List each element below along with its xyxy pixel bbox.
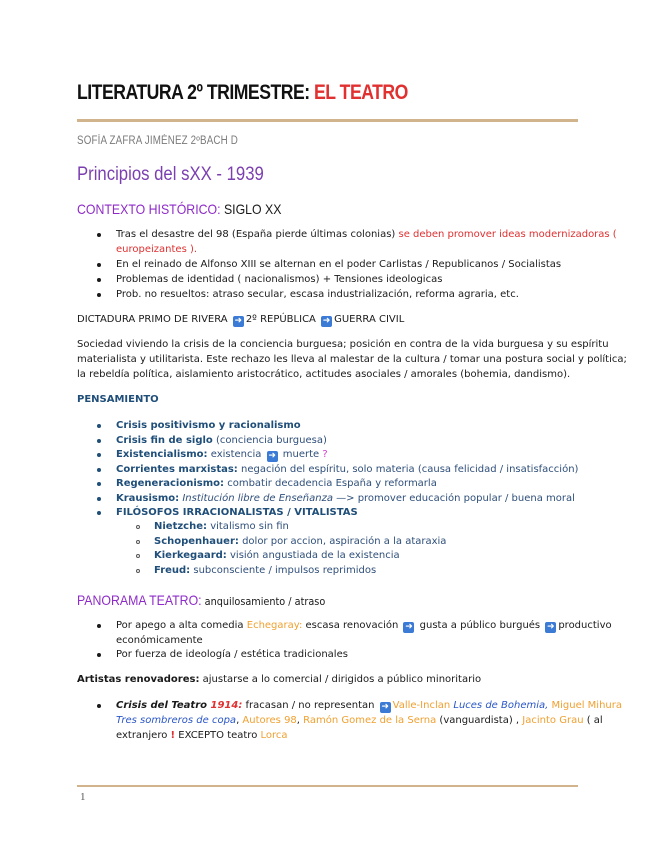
bullet-dot bbox=[97, 453, 101, 457]
text: negación del espíritu, solo materia (causa felicidad / insatisfacción) bbox=[237, 464, 579, 475]
text-orange: Lorca bbox=[260, 730, 288, 741]
text: extranjero bbox=[116, 730, 171, 741]
text-bold: Corrientes marxistas: bbox=[116, 464, 238, 475]
text-bold: Freud: bbox=[154, 565, 191, 576]
text-orange: Echegaray: bbox=[246, 620, 303, 631]
arrow-icon: ➜ bbox=[547, 622, 555, 632]
pensamiento-heading: PENSAMIENTO bbox=[77, 394, 159, 405]
text-bold: Krausismo: bbox=[116, 493, 180, 504]
text-bold: Kierkegaard: bbox=[154, 550, 227, 561]
text: vitalismo sin fin bbox=[207, 521, 289, 532]
text: , bbox=[296, 715, 304, 726]
arrow-icon: ➜ bbox=[268, 451, 276, 461]
text-bold: Schopenhauer: bbox=[154, 536, 239, 547]
bullet-dot bbox=[97, 624, 101, 628]
text-bold: Existencialismo: bbox=[116, 449, 208, 460]
panorama-heading bbox=[77, 592, 325, 608]
artistas-bullet-line-3 bbox=[116, 728, 288, 743]
text-orange: Valle-Inclan bbox=[392, 700, 454, 711]
panorama-value: anquilosamiento / atraso bbox=[201, 595, 326, 608]
philosopher-1 bbox=[154, 519, 289, 534]
bullet-dot bbox=[97, 424, 101, 428]
panorama-bullet-1-cont: económicamente bbox=[116, 635, 203, 646]
sub-bullet bbox=[136, 554, 140, 558]
text: , bbox=[236, 715, 243, 726]
arrow-icon: ➜ bbox=[381, 702, 389, 712]
context-bullet-3: Problemas de identidad ( nacionalismos) + Tensiones ideologicas bbox=[116, 274, 443, 285]
sub-bullet bbox=[136, 569, 140, 573]
pensamiento-item-5 bbox=[116, 476, 437, 491]
context-heading bbox=[77, 201, 281, 217]
section-heading: Principios del sXX - 1939 bbox=[77, 164, 264, 185]
bullet-dot bbox=[97, 293, 101, 297]
context-bullet-4: Prob. no resueltos: atraso secular, escasa industrialización, reforma agraria, etc. bbox=[116, 289, 519, 300]
pensamiento-item-2 bbox=[116, 433, 327, 448]
timeline-a: DICTADURA PRIMO DE RIVERA bbox=[77, 314, 231, 325]
pensamiento-item-6 bbox=[116, 491, 575, 506]
paragraph-line-1: Sociedad viviendo la crisis de la conciencia burguesa; posición en contra de la vida burguesa y su espíritu bbox=[77, 339, 609, 350]
text: Por apego a alta comedia bbox=[116, 620, 247, 631]
author-line: SOFÍA ZAFRA JIMÉNEZ 2ºBACH D bbox=[77, 135, 238, 147]
text-orange: Autores 98 bbox=[242, 715, 297, 726]
text: existencia bbox=[207, 449, 265, 460]
text: gusta a público burgués bbox=[416, 620, 544, 631]
timeline-b: 2º REPÚBLICA bbox=[245, 314, 320, 325]
text-bold: Artistas renovadores: bbox=[77, 674, 200, 685]
text: dolor por accion, aspiración a la ataraxia bbox=[238, 536, 447, 547]
bullet-dot bbox=[97, 653, 101, 657]
text: muerte bbox=[279, 449, 323, 460]
bullet-dot bbox=[97, 468, 101, 472]
title-accent: EL TEATRO bbox=[314, 80, 408, 104]
bullet-dot bbox=[97, 482, 101, 486]
text-bold: Regeneracionismo: bbox=[116, 478, 225, 489]
text: —> promover educación popular / buena moral bbox=[332, 493, 575, 504]
bullet-dot bbox=[97, 263, 101, 267]
bullet-dot bbox=[97, 278, 101, 282]
text: combatir decadencia España y reformarla bbox=[224, 478, 437, 489]
text: visión angustiada de la existencia bbox=[226, 550, 400, 561]
arrow-icon: ➜ bbox=[322, 316, 331, 326]
philosopher-2 bbox=[154, 534, 446, 549]
bullet-dot bbox=[97, 233, 101, 237]
philosopher-3 bbox=[154, 548, 400, 563]
page-number: 1 bbox=[80, 791, 86, 803]
context-label: CONTEXTO HISTÓRICO: bbox=[77, 201, 221, 217]
footer-rule bbox=[77, 785, 578, 787]
exclamation-icon: ! bbox=[170, 730, 176, 741]
text: EXCEPTO teatro bbox=[175, 730, 261, 741]
text: ( al bbox=[583, 715, 603, 726]
timeline-c: GUERRA CIVIL bbox=[334, 314, 405, 325]
bullet-dot bbox=[97, 511, 101, 515]
panorama-label: PANORAMA TEATRO: bbox=[77, 592, 202, 608]
paragraph-line-3: la rebeldía política, aislamiento aristocrático, actitudes asociales / amorales (bohemia, dandismo). bbox=[77, 369, 571, 380]
text: (conciencia burguesa) bbox=[212, 435, 327, 446]
pensamiento-item-4 bbox=[116, 462, 578, 477]
text-red: 1914: bbox=[210, 700, 243, 711]
artistas-bullet-line-1 bbox=[116, 698, 622, 713]
text-red: se deben promover ideas modernizadoras ( bbox=[398, 229, 617, 240]
pensamiento-item-1: Crisis positivismo y racionalismo bbox=[116, 420, 301, 431]
arrow-icon: ➜ bbox=[234, 316, 243, 326]
text: ajustarse a lo comercial / dirigidos a público minoritario bbox=[199, 674, 482, 685]
question-mark: ? bbox=[322, 449, 328, 460]
text: Tras el desastre del 98 (España pierde últimas colonias) bbox=[116, 229, 399, 240]
context-bullet-2: En el reinado de Alfonso XIII se alternan en el poder Carlistas / Republicanos / Socialistas bbox=[116, 259, 562, 270]
context-bullet-1 bbox=[116, 227, 617, 242]
page-title bbox=[77, 80, 408, 105]
text: subconsciente / impulsos reprimidos bbox=[190, 565, 377, 576]
context-bullet-1-cont: europeizantes ). bbox=[116, 244, 198, 255]
panorama-bullet-1 bbox=[116, 618, 612, 633]
text-blue-italic: Tres sombreros de copa bbox=[116, 715, 237, 726]
sub-bullet bbox=[136, 525, 140, 529]
sub-bullet bbox=[136, 540, 140, 544]
text-italic: Institución libre de Enseñanza bbox=[179, 493, 333, 504]
text-bold: Nietzche: bbox=[154, 521, 208, 532]
header-rule bbox=[77, 119, 578, 122]
text-bold: Crisis fin de siglo bbox=[116, 435, 213, 446]
context-value: SIGLO XX bbox=[220, 201, 282, 217]
text: fracasan / no representan bbox=[242, 700, 378, 711]
text-orange: Miguel Mihura bbox=[548, 700, 622, 711]
text-orange: Jacinto Grau bbox=[522, 715, 584, 726]
timeline-line bbox=[77, 312, 404, 327]
text-orange: Ramón Gomez de la Serna bbox=[303, 715, 437, 726]
bullet-dot bbox=[97, 497, 101, 501]
philosopher-4 bbox=[154, 563, 376, 578]
bullet-dot bbox=[97, 704, 101, 708]
title-main: LITERATURA 2º TRIMESTRE: bbox=[77, 80, 315, 104]
text: escasa renovación bbox=[302, 620, 402, 631]
arrow-icon: ➜ bbox=[405, 622, 413, 632]
bullet-dot bbox=[97, 439, 101, 443]
artistas-line bbox=[77, 672, 481, 687]
text: productivo bbox=[558, 620, 612, 631]
panorama-bullet-2: Por fuerza de ideología / estética tradicionales bbox=[116, 649, 348, 660]
pensamiento-item-7: FILÓSOFOS IRRACIONALISTAS / VITALISTAS bbox=[116, 507, 358, 518]
artistas-bullet-line-2 bbox=[116, 713, 603, 728]
pensamiento-item-3 bbox=[116, 447, 328, 462]
text-bold-italic: Crisis del Teatro bbox=[116, 700, 211, 711]
text-blue-italic: Luces de Bohemia, bbox=[453, 700, 549, 711]
paragraph-line-2: materialista y utilitarista. Este rechazo les lleva al malestar de la cultura / tomar una postura social y política; bbox=[77, 354, 627, 365]
text: (vanguardista) , bbox=[436, 715, 523, 726]
